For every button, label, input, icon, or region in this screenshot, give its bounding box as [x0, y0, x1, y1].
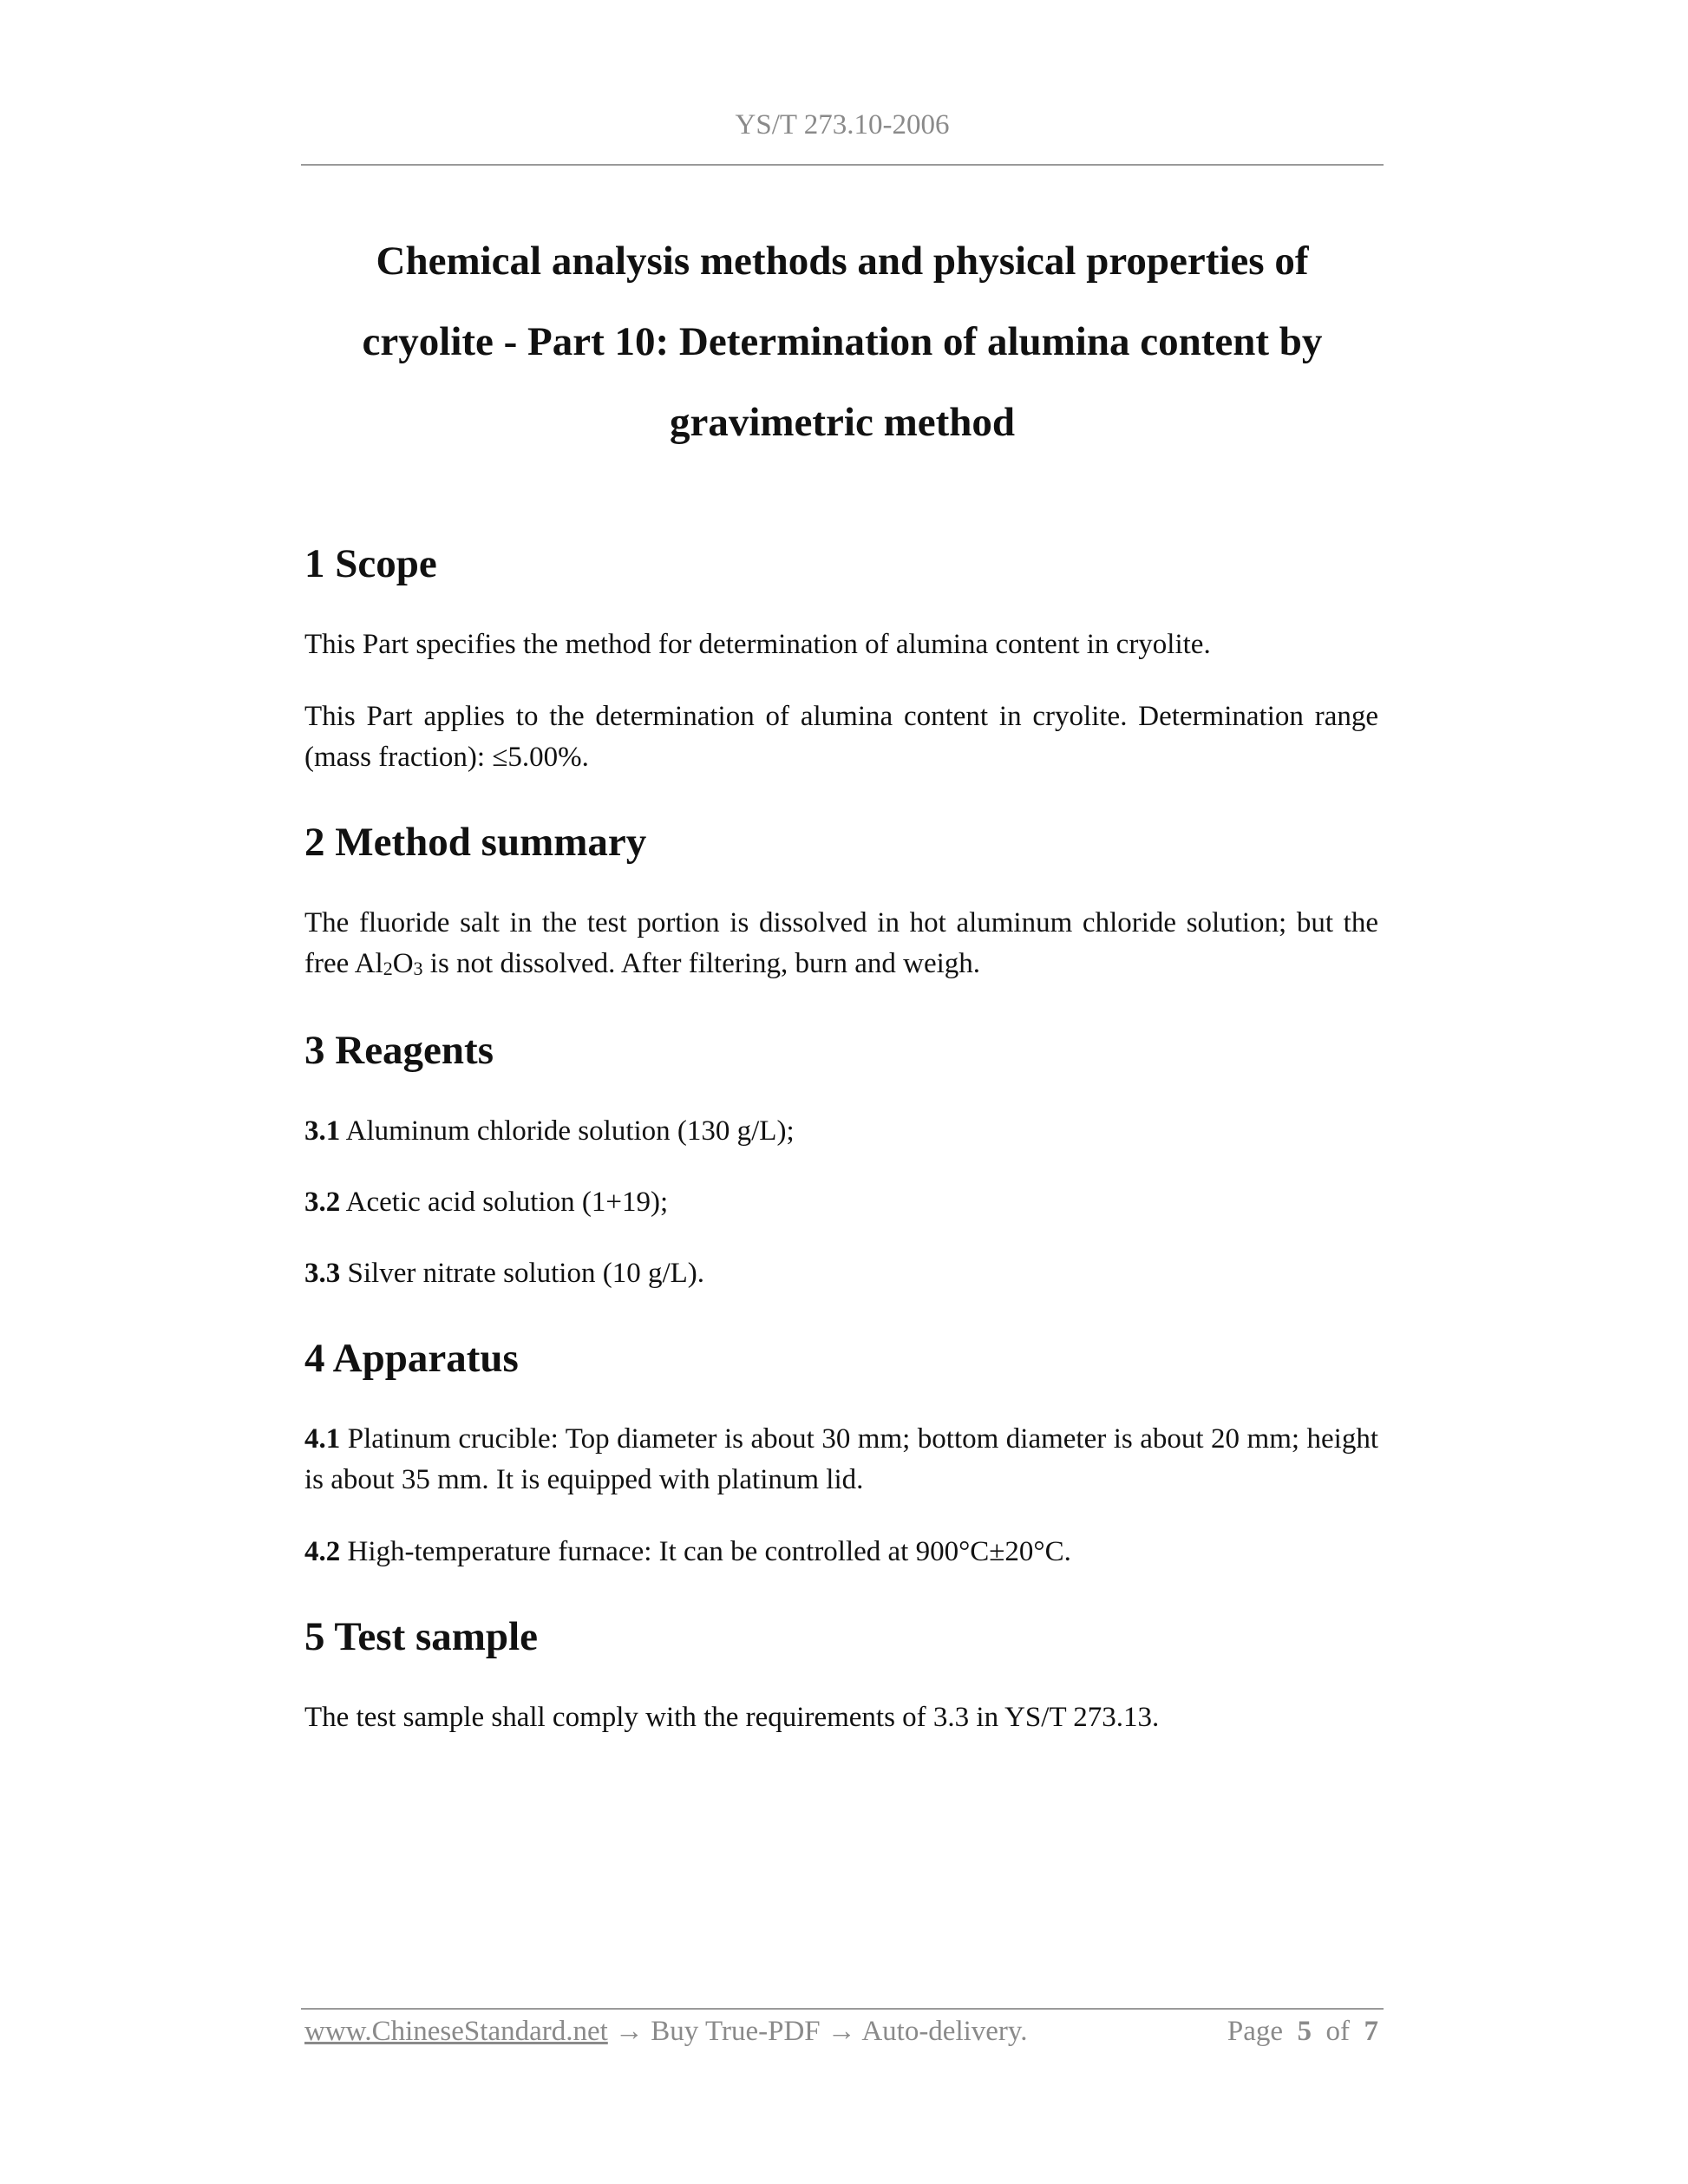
apparatus-text: Platinum crucible: Top diameter is about 30 mm; bottom diameter is about 20 mm; height is about 35 mm. It is equipped with platinum lid.: [304, 1423, 1378, 1495]
title-line-1: Chemical analysis methods and physical properties of: [376, 239, 1309, 284]
scope-paragraph-1: This Part specifies the method for determination of alumina content in cryolite.: [304, 629, 1211, 660]
page-number: 5: [1297, 2016, 1312, 2047]
page-footer: [304, 2011, 1382, 2052]
reagent-number: 3.1: [304, 1115, 341, 1147]
reagent-item: [304, 1253, 1378, 1294]
footer-auto-text: Auto-delivery.: [861, 2016, 1028, 2047]
section-heading-reagents: 3 Reagents: [304, 1028, 494, 1073]
test-sample-paragraph: The test sample shall comply with the requirements of 3.3 in YS/T 273.13.: [304, 1702, 1160, 1733]
reagent-number: 3.3: [304, 1258, 341, 1289]
method-text-o: O: [392, 948, 414, 979]
footer-buy-text: Buy True-PDF: [651, 2016, 821, 2047]
apparatus-text: High-temperature furnace: It can be controlled at 900°C±20°C.: [340, 1536, 1071, 1567]
document-title: [301, 221, 1384, 463]
page-label: Page: [1227, 2016, 1283, 2047]
reagent-text: Acetic acid solution (1+19);: [340, 1187, 669, 1218]
method-text-start: The fluoride salt in the test portion is dissolved in hot aluminum chloride solution; but the free Al: [304, 907, 1378, 979]
title-line-3: gravimetric method: [669, 400, 1016, 445]
section-heading-apparatus: 4 Apparatus: [304, 1336, 519, 1381]
arrow-icon: →: [607, 2016, 651, 2047]
method-paragraph: [304, 903, 1378, 986]
arrow-icon: →: [820, 2016, 862, 2047]
reagent-text: Aluminum chloride solution (130 g/L);: [340, 1115, 795, 1147]
section-heading-method: 2 Method summary: [304, 820, 647, 865]
page-total: 7: [1364, 2016, 1378, 2047]
header-doc-code: YS/T 273.10-2006: [735, 109, 950, 141]
reagent-number: 3.2: [304, 1187, 341, 1218]
reagent-text: Silver nitrate solution (10 g/L).: [340, 1258, 705, 1289]
apparatus-item: [304, 1532, 1378, 1573]
subscript-3: 3: [413, 958, 423, 979]
method-text-end: is not dissolved. After filtering, burn and weigh.: [422, 948, 981, 979]
reagent-item: [304, 1111, 1378, 1152]
section-heading-scope: 1 Scope: [304, 541, 437, 586]
apparatus-number: 4.2: [304, 1536, 341, 1567]
header-divider: [301, 164, 1384, 166]
title-line-2: cryolite - Part 10: Determination of alumina content by: [362, 319, 1323, 364]
section-heading-test-sample: 5 Test sample: [304, 1614, 538, 1659]
footer-website-link[interactable]: www.ChineseStandard.net: [304, 2016, 608, 2047]
subscript-2: 2: [383, 958, 393, 979]
of-label: of: [1325, 2016, 1350, 2047]
document-body: [304, 538, 1378, 1738]
apparatus-number: 4.1: [304, 1423, 341, 1455]
page-indicator: [1227, 2011, 1378, 2052]
footer-divider: [301, 2008, 1384, 2010]
apparatus-item: [304, 1419, 1378, 1501]
scope-paragraph-2: This Part applies to the determination of alumina content in cryolite. Determination range (mass fraction): ≤5.00%.: [304, 701, 1378, 773]
reagent-item: [304, 1182, 1378, 1223]
